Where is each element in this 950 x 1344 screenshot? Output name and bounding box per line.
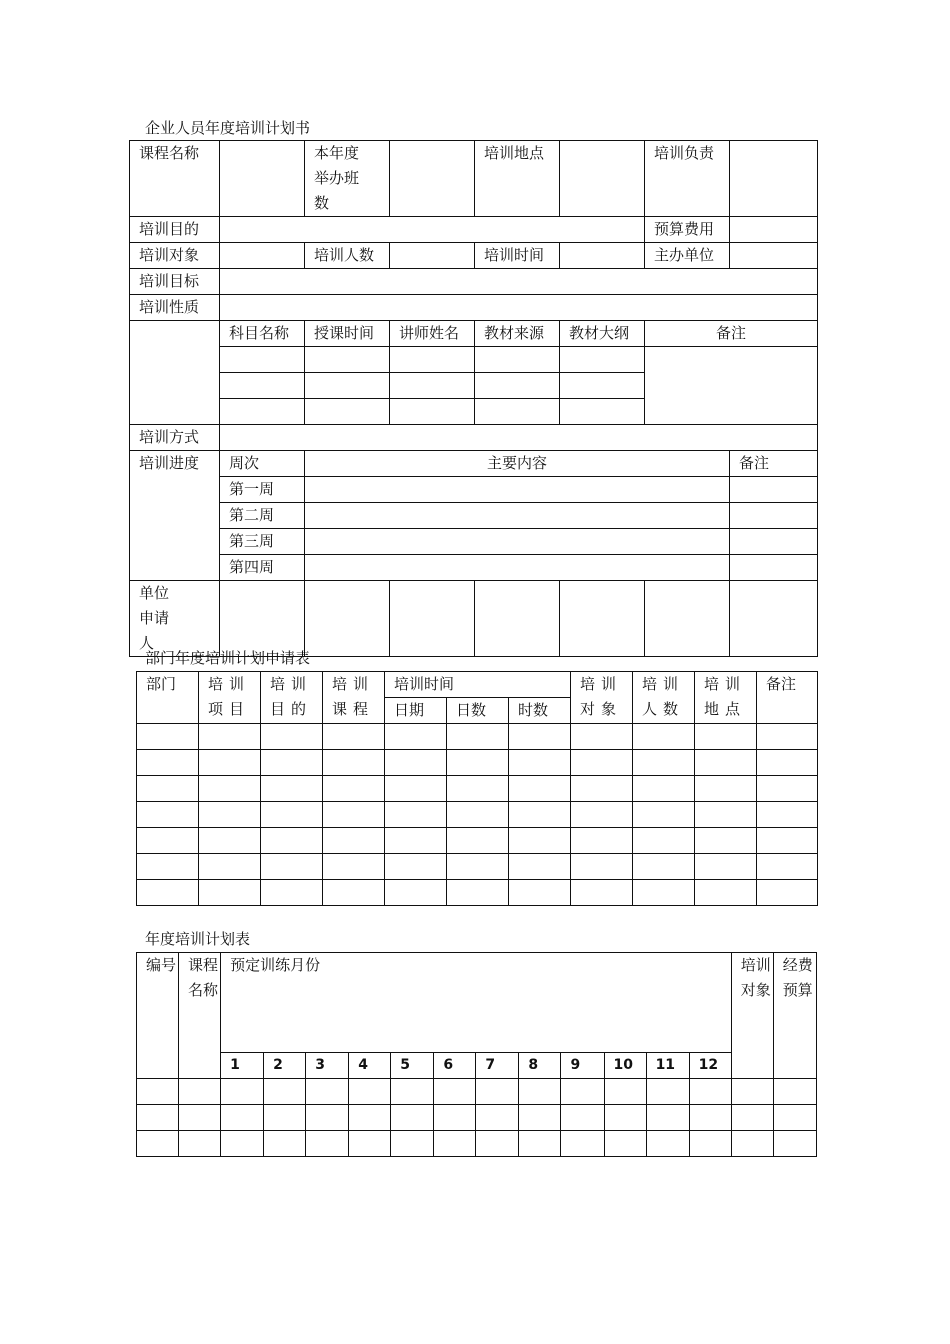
header-count: 培训人数 [633, 672, 695, 724]
dept-application-table [136, 671, 818, 906]
header-lecturer-name: 讲师姓名 [390, 321, 475, 347]
month-7: 7 [476, 1053, 519, 1079]
month-9: 9 [561, 1053, 604, 1079]
week-label: 第四周 [220, 555, 305, 581]
table-cell [646, 1079, 689, 1105]
table-cell [509, 802, 571, 828]
table-cell [391, 1105, 434, 1131]
value-purpose [220, 217, 645, 243]
table-cell [264, 1079, 306, 1105]
table-cell [571, 750, 633, 776]
month-8: 8 [519, 1053, 561, 1079]
month-10: 10 [604, 1053, 646, 1079]
month-4: 4 [349, 1053, 391, 1079]
week-remark [730, 477, 818, 503]
table-cell [476, 1079, 519, 1105]
table-row [137, 1079, 817, 1105]
table-cell [571, 828, 633, 854]
header-subject-remark: 备注 [645, 321, 818, 347]
table-cell [571, 802, 633, 828]
dept-table-body [137, 724, 818, 906]
header-main-content: 主要内容 [305, 451, 730, 477]
table-cell [561, 1131, 604, 1157]
week-content [305, 555, 730, 581]
table-row [137, 750, 818, 776]
table-cell [509, 854, 571, 880]
table-cell [349, 1079, 391, 1105]
annual-table-body [137, 1079, 817, 1157]
table-cell [179, 1079, 221, 1105]
table-cell [519, 1105, 561, 1131]
table-cell [199, 880, 261, 906]
table-cell [447, 724, 509, 750]
table-cell [509, 828, 571, 854]
table-cell [385, 724, 447, 750]
table-row [137, 1131, 817, 1157]
value-person-in-charge [730, 141, 818, 217]
label-time: 培训时间 [475, 243, 560, 269]
subject-cell [390, 347, 475, 373]
value-organizer [730, 243, 818, 269]
table-cell [264, 1105, 306, 1131]
table-cell [199, 802, 261, 828]
table-cell [323, 828, 385, 854]
table-cell [731, 1131, 773, 1157]
header-material-outline: 教材大纲 [560, 321, 645, 347]
header-audience: 培训对象 [731, 953, 773, 1079]
table-cell [434, 1105, 476, 1131]
table-cell [261, 854, 323, 880]
header-planned-months: 预定训练月份 [221, 953, 732, 1053]
table-cell [633, 776, 695, 802]
value-classes-this-year [390, 141, 475, 217]
header-material-source: 教材来源 [475, 321, 560, 347]
header-progress-remark: 备注 [730, 451, 818, 477]
table-cell [757, 880, 818, 906]
table-cell [633, 880, 695, 906]
table-cell [179, 1131, 221, 1157]
table-cell [221, 1131, 264, 1157]
header-subject-name: 科目名称 [220, 321, 305, 347]
applicant-cell [305, 581, 390, 657]
header-lecture-time: 授课时间 [305, 321, 390, 347]
table-cell [261, 750, 323, 776]
header-remark: 备注 [757, 672, 818, 724]
subject-cell [560, 373, 645, 399]
label-progress: 培训进度 [130, 451, 220, 581]
table-cell [261, 802, 323, 828]
week-remark [730, 503, 818, 529]
label-purpose: 培训目的 [130, 217, 220, 243]
header-date: 日期 [385, 698, 447, 724]
table-cell [757, 776, 818, 802]
table-cell [137, 854, 199, 880]
label-course-name: 课程名称 [130, 141, 220, 217]
header-course-name: 课程名称 [179, 953, 221, 1079]
table-cell [137, 750, 199, 776]
applicant-cell [730, 581, 818, 657]
header-hours: 时数 [509, 698, 571, 724]
subject-remark-cell [645, 347, 818, 425]
table-cell [633, 854, 695, 880]
subject-cell [305, 373, 390, 399]
label-goal: 培训目标 [130, 269, 220, 295]
subject-cell [475, 347, 560, 373]
table-cell [137, 1105, 179, 1131]
label-budget: 预算费用 [645, 217, 730, 243]
table-cell [509, 776, 571, 802]
table-cell [695, 854, 757, 880]
applicant-cell [475, 581, 560, 657]
month-3: 3 [306, 1053, 349, 1079]
table-cell [689, 1131, 731, 1157]
table-cell [199, 750, 261, 776]
table-cell [447, 776, 509, 802]
table-cell [261, 880, 323, 906]
table-cell [447, 880, 509, 906]
table-cell [509, 724, 571, 750]
table-row [137, 724, 818, 750]
table-cell [434, 1131, 476, 1157]
table-cell [633, 724, 695, 750]
table-cell [199, 854, 261, 880]
label-location: 培训地点 [475, 141, 560, 217]
label-method: 培训方式 [130, 425, 220, 451]
week-label: 第三周 [220, 529, 305, 555]
applicant-cell [390, 581, 475, 657]
value-nature [220, 295, 818, 321]
table-cell [137, 828, 199, 854]
table-row [137, 828, 818, 854]
table-cell [571, 724, 633, 750]
table-cell [476, 1105, 519, 1131]
table-cell [385, 880, 447, 906]
label-classes-this-year: 本年度举办班数 [305, 141, 390, 217]
table-cell [519, 1131, 561, 1157]
table-cell [323, 802, 385, 828]
subject-cell [475, 399, 560, 425]
table-cell [476, 1131, 519, 1157]
week-content [305, 503, 730, 529]
table-cell [731, 1079, 773, 1105]
header-item: 培训项目 [199, 672, 261, 724]
table-cell [604, 1131, 646, 1157]
header-days: 日数 [447, 698, 509, 724]
table-cell [447, 854, 509, 880]
table-cell [199, 776, 261, 802]
week-remark [730, 555, 818, 581]
table-row [137, 1105, 817, 1131]
value-audience [220, 243, 305, 269]
table-cell [509, 750, 571, 776]
month-6: 6 [434, 1053, 476, 1079]
applicant-cell [220, 581, 305, 657]
table-cell [391, 1079, 434, 1105]
table-cell [604, 1105, 646, 1131]
header-course: 培训课程 [323, 672, 385, 724]
table-cell [349, 1131, 391, 1157]
table-cell [561, 1105, 604, 1131]
week-remark [730, 529, 818, 555]
table-cell [179, 1105, 221, 1131]
table-cell [137, 1131, 179, 1157]
value-goal [220, 269, 818, 295]
table-cell [306, 1079, 349, 1105]
table-cell [773, 1131, 816, 1157]
subject-cell [305, 399, 390, 425]
table-cell [773, 1079, 816, 1105]
table-cell [137, 776, 199, 802]
table-cell [561, 1079, 604, 1105]
table-cell [633, 750, 695, 776]
table-cell [571, 854, 633, 880]
table-cell [757, 750, 818, 776]
table-cell [447, 750, 509, 776]
table-cell [306, 1105, 349, 1131]
subject-cell [305, 347, 390, 373]
table-cell [385, 854, 447, 880]
table-cell [323, 750, 385, 776]
table-cell [509, 880, 571, 906]
table-cell [519, 1079, 561, 1105]
header-budget: 经费预算 [773, 953, 816, 1079]
table-cell [385, 828, 447, 854]
week-label: 第一周 [220, 477, 305, 503]
table-cell [264, 1131, 306, 1157]
table-cell [385, 802, 447, 828]
table-cell [323, 724, 385, 750]
table-cell [306, 1131, 349, 1157]
table-cell [199, 724, 261, 750]
subject-block-label [130, 321, 220, 425]
week-content [305, 529, 730, 555]
label-organizer: 主办单位 [645, 243, 730, 269]
table-row [137, 880, 818, 906]
table-cell [731, 1105, 773, 1131]
label-headcount: 培训人数 [305, 243, 390, 269]
header-location: 培训地点 [695, 672, 757, 724]
table-cell [604, 1079, 646, 1105]
table-cell [571, 880, 633, 906]
table-row [137, 776, 818, 802]
label-audience: 培训对象 [130, 243, 220, 269]
month-11: 11 [646, 1053, 689, 1079]
header-no: 编号 [137, 953, 179, 1079]
table-cell [757, 724, 818, 750]
table-cell [199, 828, 261, 854]
table-cell [391, 1131, 434, 1157]
table-cell [633, 828, 695, 854]
plan-title: 企业人员年度培训计划书 [145, 119, 311, 137]
subject-cell [390, 399, 475, 425]
table-cell [323, 880, 385, 906]
table-cell [646, 1131, 689, 1157]
label-person-in-charge: 培训负责 [645, 141, 730, 217]
table-cell [447, 802, 509, 828]
table-cell [261, 776, 323, 802]
dept-title: 部门年度培训计划申请表 [145, 649, 311, 667]
header-time: 培训时间 [385, 672, 571, 698]
subject-cell [560, 347, 645, 373]
table-cell [695, 776, 757, 802]
month-1: 1 [221, 1053, 264, 1079]
table-cell [695, 750, 757, 776]
value-budget [730, 217, 818, 243]
table-cell [137, 724, 199, 750]
header-dept: 部门 [137, 672, 199, 724]
table-cell [261, 828, 323, 854]
subject-cell [220, 347, 305, 373]
table-cell [261, 724, 323, 750]
subject-cell [560, 399, 645, 425]
value-method [220, 425, 818, 451]
table-cell [323, 854, 385, 880]
table-cell [757, 802, 818, 828]
table-cell [689, 1105, 731, 1131]
header-audience: 培训对象 [571, 672, 633, 724]
header-week: 周次 [220, 451, 305, 477]
month-2: 2 [264, 1053, 306, 1079]
annual-title: 年度培训计划表 [145, 930, 251, 948]
value-course-name [220, 141, 305, 217]
table-cell [137, 880, 199, 906]
training-plan-table [129, 140, 818, 657]
table-cell [137, 802, 199, 828]
applicant-cell [560, 581, 645, 657]
table-cell [757, 828, 818, 854]
value-time [560, 243, 645, 269]
header-purpose: 培训目的 [261, 672, 323, 724]
subject-cell [390, 373, 475, 399]
table-cell [137, 1079, 179, 1105]
applicant-cell [645, 581, 730, 657]
month-row [137, 1053, 817, 1079]
week-label: 第二周 [220, 503, 305, 529]
table-cell [385, 776, 447, 802]
table-cell [385, 750, 447, 776]
table-cell [695, 724, 757, 750]
table-row [137, 802, 818, 828]
table-cell [689, 1079, 731, 1105]
table-cell [633, 802, 695, 828]
week-content [305, 477, 730, 503]
value-headcount [390, 243, 475, 269]
table-cell [757, 854, 818, 880]
table-cell [221, 1079, 264, 1105]
table-cell [646, 1105, 689, 1131]
table-cell [571, 776, 633, 802]
month-5: 5 [391, 1053, 434, 1079]
month-12: 12 [689, 1053, 731, 1079]
table-cell [447, 828, 509, 854]
label-applicant: 单位申请人 [130, 581, 220, 657]
table-cell [349, 1105, 391, 1131]
table-cell [221, 1105, 264, 1131]
table-cell [695, 802, 757, 828]
table-cell [695, 828, 757, 854]
table-cell [323, 776, 385, 802]
label-nature: 培训性质 [130, 295, 220, 321]
table-cell [695, 880, 757, 906]
value-location [560, 141, 645, 217]
table-cell [434, 1079, 476, 1105]
table-row [137, 854, 818, 880]
subject-cell [220, 373, 305, 399]
annual-plan-table [136, 952, 817, 1157]
subject-cell [475, 373, 560, 399]
table-cell [773, 1105, 816, 1131]
subject-cell [220, 399, 305, 425]
